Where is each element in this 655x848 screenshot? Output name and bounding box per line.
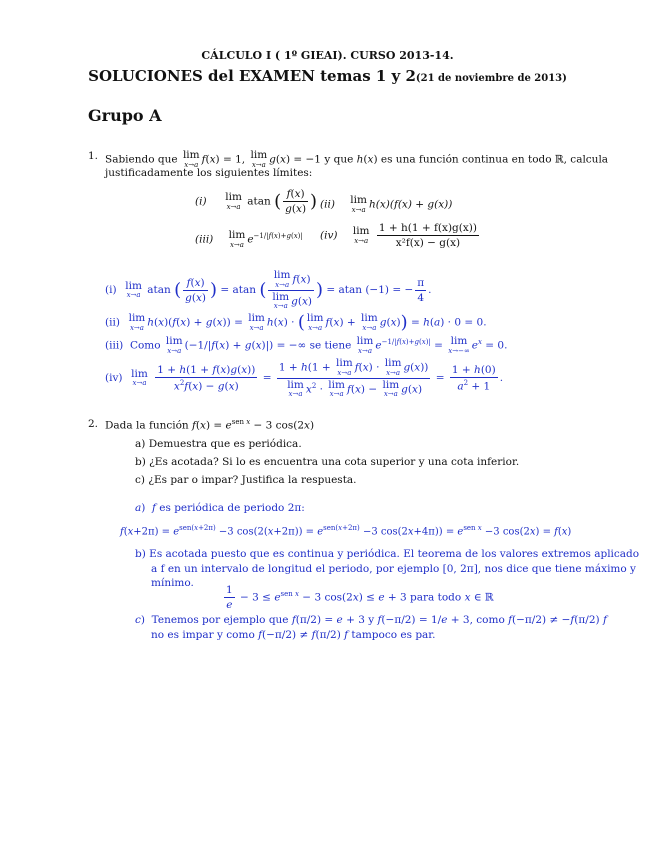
course-title: CÁLCULO I ( 1º GIEAI). CURSO 2013-14. — [201, 49, 454, 62]
problem2-b: b) ¿Es acotada? Si lo es encuentra una cota superior y una cota inferior. — [135, 456, 520, 468]
limit-ii: (ii) lim x→a h(x)(f(x) + g(x)) — [320, 194, 453, 214]
exam-date: (21 de noviembre de 2013) — [415, 73, 567, 84]
solution-iv: (iv) lim x→a $\frac{1 + h(1 + f(x)g(x))}{x^2f(x) - g(x)}$ = 1 + h(1 + lim x→a f(x) · lim x→a g(x)) lim x→a $x^2$ · lim x→a f(x) − lim x→a g(x) = $\frac{1 + h(0)}{a^2 + 1}$ . — [105, 357, 504, 398]
exam-title-main: SOLUCIONES del EXAMEN temas 1 y 2 — [88, 67, 416, 85]
problem1-statement-line1: Sabiendo que lim x→a f(x) = 1, lim x→a g(x) = −1 y que h(x) es una función continua en todo ℝ, calcula — [105, 149, 609, 169]
problem2-number: 2. — [88, 418, 99, 430]
solution2-c-line2: no es impar y como f(−π/2) ≠ f(π/2) f tampoco es par. — [151, 629, 436, 641]
group-heading: Grupo A — [88, 106, 162, 125]
solution-iii: (iii) Como lim x→a (−1/|f(x) + g(x)|) = −∞ se tiene lim x→a $e^{-1/|f(x)+g(x)|}$ = lim x→−∞ $e^x = 0$. — [105, 335, 508, 355]
limit-iii: (iii) lim x→a $e^{-1/|f(x)+g(x)|}$ — [195, 229, 303, 249]
limit-iv: (iv) lim x→a $\frac{1 + h(1 + f(x)g(x))}{\text{x²f(x) − g(x)}}$ — [320, 222, 477, 249]
solution2-a-title: a) f es periódica de periodo 2π: — [135, 502, 305, 514]
solution2-c-line1: c) Tenemos por ejemplo que f(π/2) = e + 3 y f(−π/2) = 1/e + 3, como f(−π/2) ≠ −f(π/2) f — [135, 614, 607, 626]
solution2-b-line1: b) Es acotada puesto que es continua y periódica. El teorema de los valores extremos aplicado — [135, 548, 640, 560]
solution-ii: (ii) lim x→a h(x)(f(x) + g(x)) = lim x→a h(x) · ( lim x→a f(x) + lim x→a g(x)) = h(a) · 0 = 0. — [105, 312, 487, 333]
problem2-a: a) Demuestra que es periódica. — [135, 438, 302, 450]
solution2-b-line3: mínimo. — [151, 577, 194, 589]
solution-i: (i) lim x→a atan ( $\frac{f(x)}{g(x)}$ ) = atan ( lim x→a f(x) lim x→a g(x) ) = atan (−1) = − $\frac{\pi}{4}$ . — [105, 269, 432, 310]
problem1-statement-line2: justificadamente los siguientes límites: — [105, 167, 313, 179]
exam-title — [0, 67, 655, 85]
solution2-b-equation: $\frac{1}{e}$ − $3 \le e^{sen x} - 3$ cos(2x) ≤ e + 3 para todo x ∈ ℝ — [226, 584, 494, 611]
problem2-c: c) ¿Es par o impar? Justifica la respuesta. — [135, 474, 357, 486]
solution2-a-equation: $f(x+2\pi) = e^{sen(x+2\pi)} -3$ $\cos(2(x+2\pi)) = e^{sen(x+2\pi)} -3$ $\cos(2x+4\pi)) = e^{sen x} -3$ cos(2x) = f(x) — [120, 524, 572, 538]
problem2-statement: Dada la función $f(x) = e^{sen x} - 3$ cos(2x) — [105, 418, 315, 432]
limit-i: (i) lim x→a atan ( $\frac{f(x)}{g(x)}$ ) — [195, 188, 318, 215]
solution2-b-line2: a f en un intervalo de longitud el periodo, por ejemplo [0, 2π], nos dice que tiene máximo y — [151, 563, 636, 575]
problem1-number: 1. — [88, 150, 99, 162]
